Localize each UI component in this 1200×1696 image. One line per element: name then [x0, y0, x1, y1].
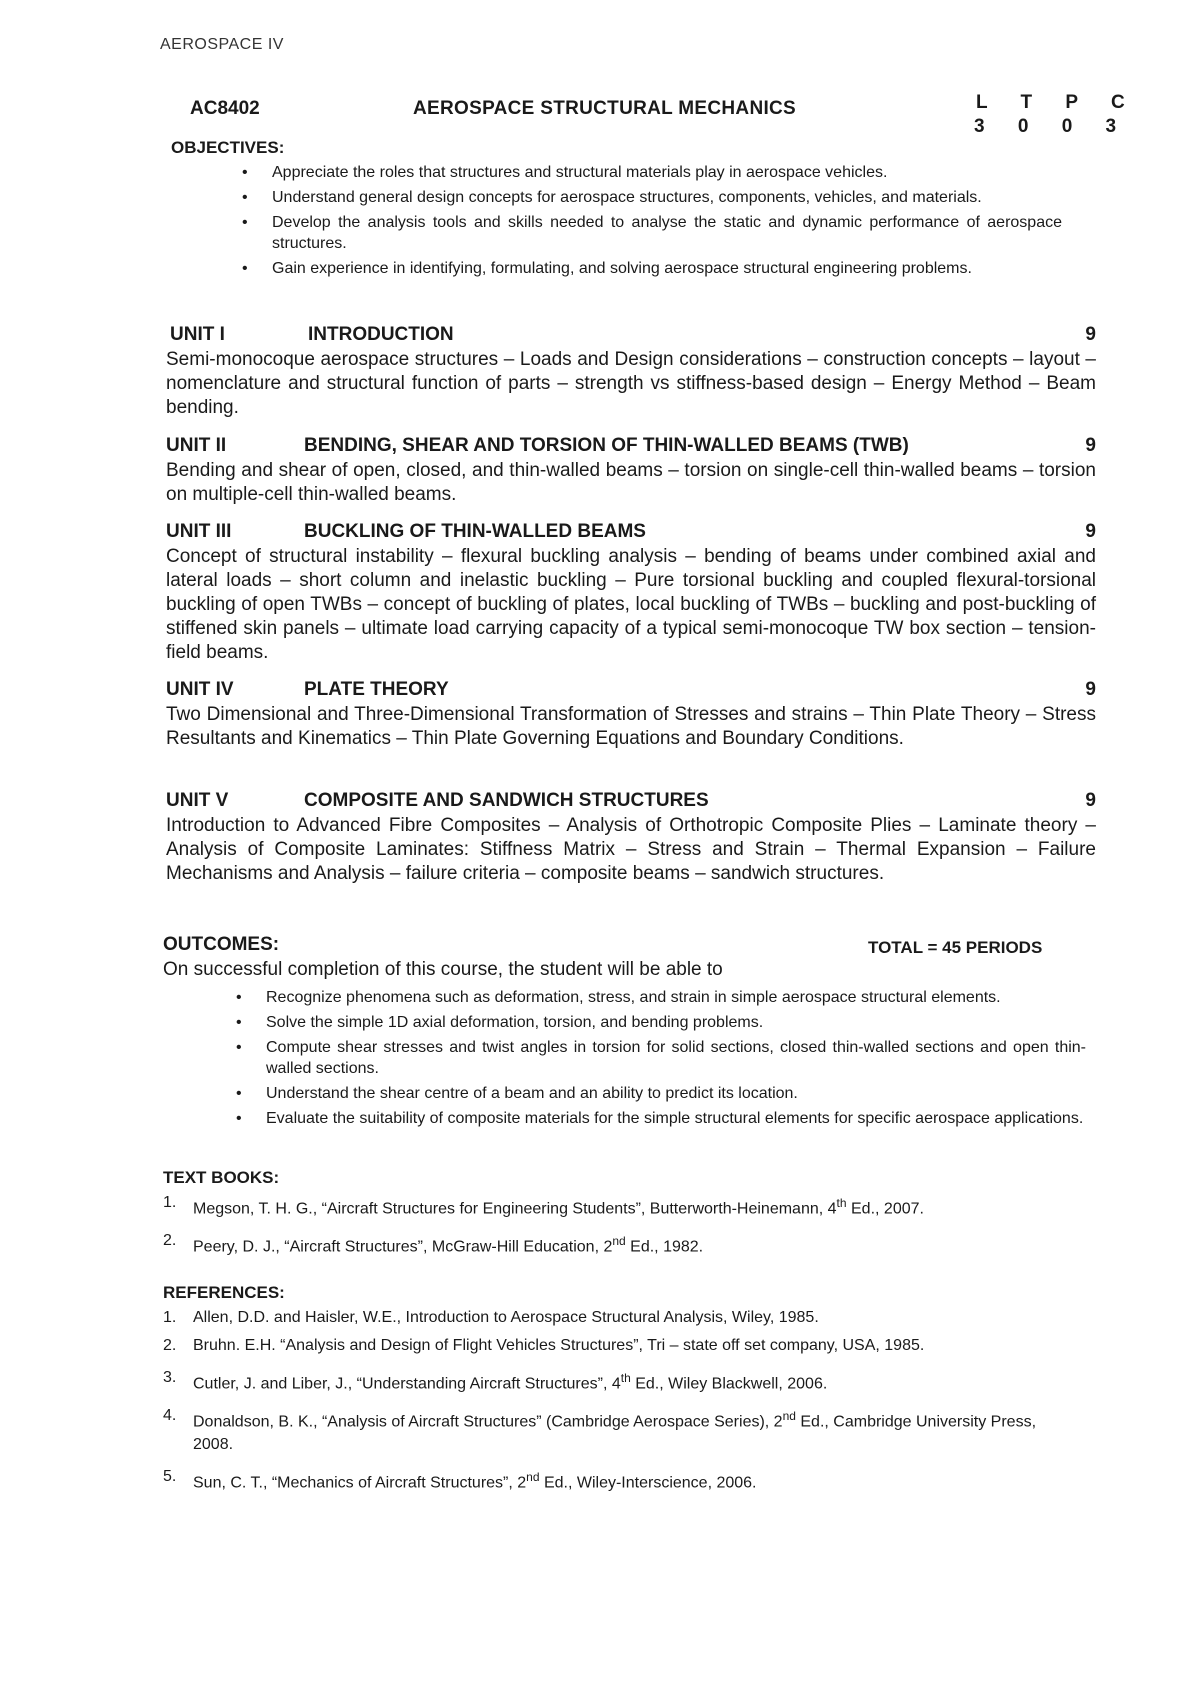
unit-title: COMPOSITE AND SANDWICH STRUCTURES	[304, 790, 709, 811]
objectives-heading: OBJECTIVES:	[171, 138, 285, 157]
reference-item	[163, 1405, 1063, 1455]
citation-text: Peery, D. J., “Aircraft Structures”, McGraw-Hill Education, 2	[193, 1238, 613, 1256]
citation-text: Ed., 2007.	[846, 1200, 924, 1218]
item-number: 3.	[163, 1369, 177, 1386]
citation-text: Ed., Cambridge University Press, 2008.	[193, 1413, 1037, 1453]
reference-item	[163, 1307, 1063, 1329]
outcome-item: • Evaluate the suitability of composite materials for the simple structural elements for specific aerospace applications.	[236, 1108, 1086, 1129]
item-number: 2.	[163, 1232, 177, 1250]
objectives-list	[242, 162, 1062, 283]
citation-text: Megson, T. H. G., “Aircraft Structures for Engineering Students”, Butterworth-Heinemann, 4	[193, 1200, 837, 1218]
outcome-item: • Recognize phenomena such as deformation, stress, and strain in simple aerospace structural elements.	[236, 987, 1086, 1008]
unit-title: PLATE THEORY	[304, 679, 449, 700]
unit-number: UNIT IV	[166, 679, 234, 700]
ordinal-suffix: nd	[526, 1469, 540, 1484]
citation-text: Donaldson, B. K., “Analysis of Aircraft Structures” (Cambridge Aerospace Series), 2	[193, 1413, 783, 1431]
page-header-tag: AEROSPACE IV	[160, 36, 284, 53]
outcomes-intro: On successful completion of this course, the student will be able to	[163, 959, 723, 980]
text-books-list	[163, 1192, 1053, 1265]
references-heading: REFERENCES:	[163, 1283, 285, 1302]
text-books-heading: TEXT BOOKS:	[163, 1168, 280, 1187]
objective-item: • Understand general design concepts for aerospace structures, components, vehicles, and materials.	[242, 187, 1062, 208]
reference-item	[163, 1367, 1063, 1395]
ordinal-suffix: nd	[612, 1234, 626, 1249]
ordinal-suffix: th	[836, 1196, 847, 1210]
unit-body: Bending and shear of open, closed, and thin-walled beams – torsion on single-cell thin-walled beams – torsion on multiple-cell thin-walled beams.	[166, 460, 1096, 505]
ltpc-values: 3 0 0 3	[974, 116, 1131, 137]
objective-item: • Gain experience in identifying, formulating, and solving aerospace structural engineering problems.	[242, 258, 1062, 279]
unit-number: UNIT III	[166, 521, 232, 542]
item-number: 1.	[163, 1309, 177, 1326]
unit-number: UNIT I	[170, 324, 225, 345]
item-number: 5.	[163, 1467, 177, 1485]
unit-body: Introduction to Advanced Fibre Composites – Analysis of Orthotropic Composite Plies – Laminate theory – Analysis of Composite Laminates: Stiffness Matrix – Stress and Strain – Thermal Expansion – Failure Mechanisms and Analysis – failure criteria – composite beams – sandwich structures.	[166, 815, 1096, 884]
outcomes-list	[236, 987, 1086, 1133]
citation-text: Ed., 1982.	[625, 1238, 704, 1256]
course-title: AEROSPACE STRUCTURAL MECHANICS	[413, 98, 797, 119]
unit-hours: 9	[1085, 790, 1096, 811]
text-book-item	[163, 1230, 1053, 1258]
unit-title: BENDING, SHEAR AND TORSION OF THIN-WALLED BEAMS (TWB)	[304, 435, 909, 456]
reference-item	[163, 1335, 1063, 1357]
unit-hours: 9	[1085, 521, 1096, 542]
citation-text: Ed., Wiley Blackwell, 2006.	[630, 1375, 828, 1393]
unit-4	[166, 679, 1096, 751]
citation-text: Allen, D.D. and Haisler, W.E., Introduction to Aerospace Structural Analysis, Wiley, 1985.	[193, 1309, 819, 1326]
citation-text: Sun, C. T., “Mechanics of Aircraft Structures”, 2	[193, 1473, 527, 1491]
ordinal-suffix: th	[620, 1371, 631, 1385]
unit-number: UNIT II	[166, 435, 227, 456]
objective-item: • Appreciate the roles that structures and structural materials play in aerospace vehicles.	[242, 162, 1062, 183]
reference-item	[163, 1466, 1063, 1494]
ordinal-suffix: nd	[782, 1409, 796, 1424]
unit-body: Semi-monocoque aerospace structures – Loads and Design considerations – construction concepts – layout – nomenclature and structural function of parts – strength vs stiffness-based design – Energy Method – Beam bending.	[166, 349, 1096, 418]
unit-2	[166, 435, 1096, 507]
outcomes-heading: OUTCOMES:	[163, 934, 280, 955]
item-number: 2.	[163, 1337, 177, 1354]
text-book-item	[163, 1192, 1053, 1220]
item-number: 4.	[163, 1407, 177, 1425]
objective-item: • Develop the analysis tools and skills needed to analyse the static and dynamic performance of aerospace structures.	[242, 212, 1062, 254]
total-periods: TOTAL = 45 PERIODS	[868, 938, 1043, 957]
ltpc-labels: L T P C	[976, 92, 1139, 113]
course-code: AC8402	[190, 98, 260, 119]
unit-5	[166, 790, 1096, 886]
citation-text: Bruhn. E.H. “Analysis and Design of Flight Vehicles Structures”, Tri – state off set company, USA, 1985.	[193, 1337, 925, 1354]
outcome-item: • Compute shear stresses and twist angles in torsion for solid sections, closed thin-walled sections and open thin-walled sections.	[236, 1037, 1086, 1079]
unit-number: UNIT V	[166, 790, 229, 811]
outcome-item: • Solve the simple 1D axial deformation, torsion, and bending problems.	[236, 1012, 1086, 1033]
references-list	[163, 1307, 1063, 1500]
citation-text: Ed., Wiley-Interscience, 2006.	[539, 1473, 757, 1491]
unit-body: Concept of structural instability – flexural buckling analysis – bending of beams under combined axial and lateral loads – short column and inelastic buckling – Pure torsional buckling and coupled flexural-torsional buckling of open TWBs – concept of buckling of plates, local buckling of TWBs – buckling and post-buckling of stiffened skin panels – ultimate load carrying capacity of a typical semi-monocoque TW box section – tension-field beams.	[166, 546, 1096, 663]
unit-hours: 9	[1085, 679, 1096, 700]
unit-body: Two Dimensional and Three-Dimensional Transformation of Stresses and strains – Thin Plate Theory – Stress Resultants and Kinematics – Thin Plate Governing Equations and Boundary Conditions.	[166, 704, 1096, 749]
unit-title: BUCKLING OF THIN-WALLED BEAMS	[304, 521, 646, 542]
unit-hours: 9	[1085, 324, 1096, 345]
unit-title: INTRODUCTION	[308, 324, 454, 345]
unit-1	[166, 324, 1096, 420]
unit-hours: 9	[1085, 435, 1096, 456]
outcome-item: • Understand the shear centre of a beam and an ability to predict its location.	[236, 1083, 1086, 1104]
item-number: 1.	[163, 1194, 177, 1211]
citation-text: Cutler, J. and Liber, J., “Understanding Aircraft Structures”, 4	[193, 1375, 621, 1393]
unit-3	[166, 521, 1096, 665]
